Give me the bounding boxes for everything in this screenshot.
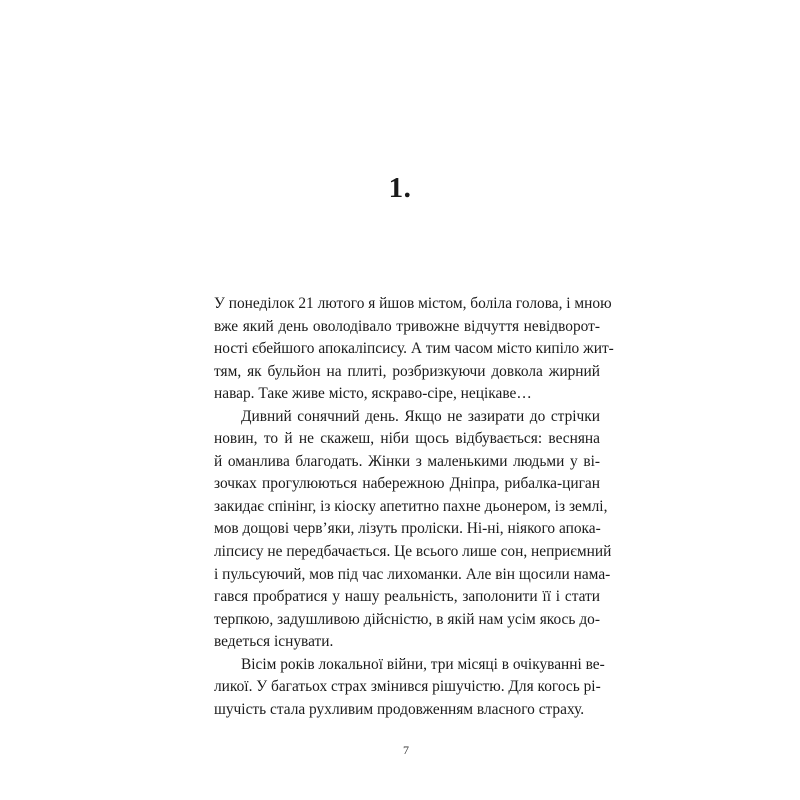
text-line: ності єбейшого апокаліпсису. А тим часом місто кипіло жит- bbox=[214, 340, 614, 358]
text-line: У понеділок 21 лютого я йшов містом, боліла голова, і мною bbox=[214, 295, 612, 312]
text-line: Дивний сонячний день. Якщо не зазирати до стрічки bbox=[241, 407, 600, 425]
text-line: ведеться існувати. bbox=[214, 633, 334, 651]
text-line: мов дощові черв’яки, лізуть проліски. Ні-ні, ніякого апока- bbox=[214, 520, 601, 538]
text-line: Вісім років локальної війни, три місяці в очікуванні ве- bbox=[241, 655, 605, 673]
text-line: гався пробратися у нашу реальність, заполонити її і стати bbox=[214, 588, 600, 606]
page-number: 7 bbox=[403, 743, 409, 757]
text-line: вже який день оволодівало тривожне відчуття невідворот- bbox=[214, 317, 600, 335]
text-line: зочках прогулюються набережною Дніпра, рибалка-циган bbox=[214, 475, 600, 493]
text-line: й оманлива благодать. Жінки з маленькими людьми у ві- bbox=[214, 452, 600, 470]
text-line: і пульсуючий, мов під час лихоманки. Але він щосили нама- bbox=[214, 565, 611, 583]
text-line: тям, як бульйон на плиті, розбризкуючи довкола жирний bbox=[214, 362, 600, 380]
body-text bbox=[214, 293, 614, 721]
text-line: ліпсису не передбачається. Це всього лише сон, неприємний bbox=[214, 543, 612, 561]
chapter-number: 1. bbox=[388, 172, 412, 204]
text-line: шучість стала рухливим продовженням власного страху. bbox=[214, 700, 585, 718]
text-line: навар. Таке живе місто, яскраво-сіре, нецікаве… bbox=[214, 385, 532, 403]
text-line: новин, то й не скажеш, ніби щось відбувається: весняна bbox=[214, 430, 600, 448]
text-line: ликої. У багатьох страх змінився рішучістю. Для когось рі- bbox=[214, 678, 601, 696]
text-line: закидає спінінг, із кіоску апетитно пахне дьонером, із землі, bbox=[214, 497, 608, 515]
text-line: терпкою, задушливою дійсністю, в якій нам усім якось до- bbox=[214, 610, 600, 628]
